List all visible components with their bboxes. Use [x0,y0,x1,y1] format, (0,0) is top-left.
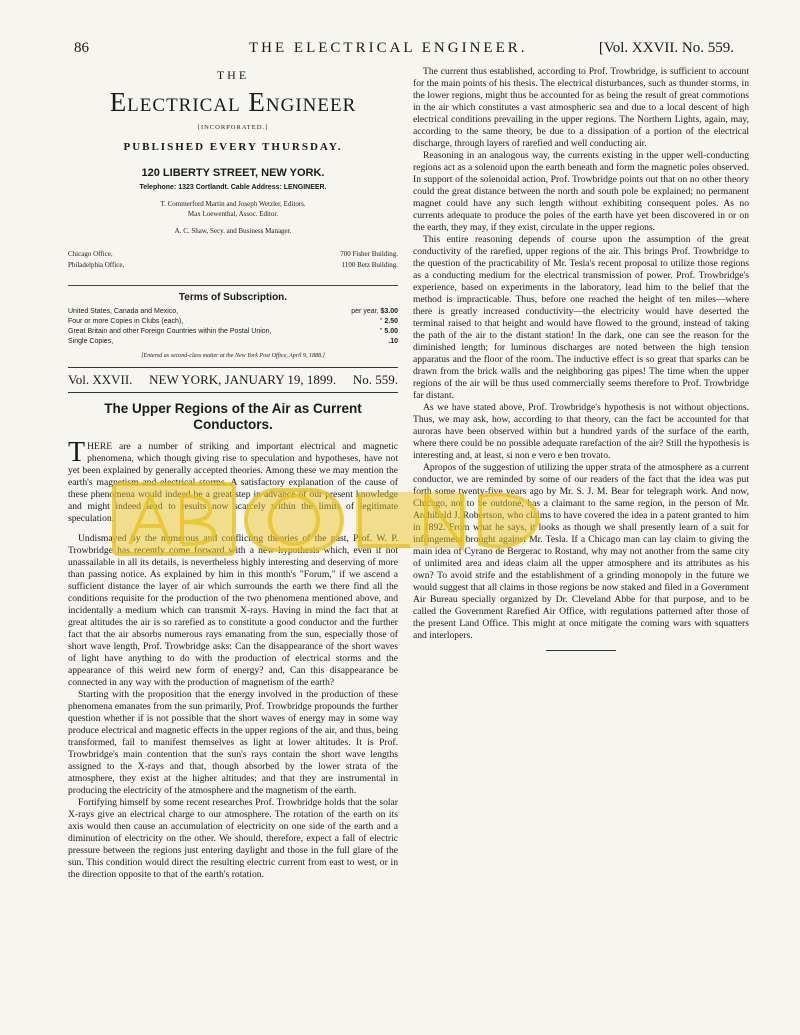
term-unit: per year, [351,308,379,315]
article-paragraph-7: This entire reasoning depends of course upon the assumption of the great conductivity of the rarefied, upper regions of the air. This brings Prof. Trowbridge to the question of the practicability of Mr. Tesla's recent proposal to utilize those regions as a conducting medium for the electrical transmission of power. Prof. Trowbridge's experience, based on experiments in the laboratory, lead him to the belief that the method is impracticable. Thus, before one reached the height of ten miles—where there is greatly increased conductivity—the electricity would have deserted the terminal raised to that height and would have flowed to the ground, instead of taking the path of the air to the distant station! In the dark, one can see the reason for the diminished length; for luminous discharges are noted between the high tension apparatus and the floor of the room. The inductive effect is so great that sparks can be drawn from the brick walls and the neighboring gas pipes! The time when the upper regions of the air will be thus used commercially seems therefore to Prof. Trowbridge far distant. [413,234,749,401]
term-label: Single Copies, [68,338,114,345]
masthead-business-manager: A. C. Shaw, Secy. and Business Manager. [174,227,292,235]
masthead-the: THE [216,68,250,82]
article-paragraph-8: As we have stated above, Prof. Trowbridge's hypothesis is not without objections. Thus, we may ask, how, according to that theory, can the fact be accounted for that auroras have been observed within but a hundred yards of the surface of the earth, where there could be no possible adequate rarefaction of the air? Still the hypothesis is interesting and, at least, si non e vero e ben trovato. [413,402,749,461]
office-name: Philadelphia Office, [68,261,125,269]
term-row [68,327,398,337]
article-end-rule [546,650,616,651]
office-address: 700 Fisher Building. [340,250,398,258]
page-number: 86 [74,40,89,56]
article-paragraph-1 [68,437,398,525]
terms-list [68,307,398,347]
masthead-published: PUBLISHED EVERY THURSDAY. [123,141,343,153]
article-paragraph-5: The current thus established, according to Prof. Trowbridge, is sufficient to account for the main points of his thesis. The electrical disturbances, such as thunder storms, in the lower regions, might thus be accounted for as being the result of great commotions in the air which constitutes a vast atmospheric sea and due to a local descent of high electrical conditions prevailing in the upper regions. The Northern Lights, again, may, according to the same theory, be due to a dissipation of a portion of the electrical discharge, through layers of rarefied and well conducting air. [413,66,749,149]
right-column [413,66,749,651]
left-column [68,64,398,881]
term-unit: " [379,318,383,325]
article-paragraph-3: Starting with the proposition that the energy involved in the production of these phenomena emanates from the sun primarily, Prof. Trowbridge propounds the further question whether if is not possible that the short waves of energy may in some way produce electrical and magnetic effects in the upper regions of the air, and thus, being transformed, fail to manifest themselves as light at lower altitudes. It is Prof. Trowbridge's main contention that the sun's rays contain the short wave lengths assigned to the X-rays and that, though absorbed by the lower strata of the atmosphere, they exist at the higher altitudes; and that they are instrumental in producing the electricity of the atmosphere and the magnetism of the earth. [68,689,398,796]
running-title: THE ELECTRICAL ENGINEER. [249,40,528,56]
dateline-number: No. 559. [352,372,398,387]
editors-line-1: T. Commerford Martin and Joseph Wetzler, Editors. [160,200,306,208]
term-unit: " [379,328,383,335]
entered-notice: [Entered as second-class matter at the New York Post Office, April 9, 1888.] [141,353,325,359]
term-value: 2.50 [384,318,398,325]
masthead-editors [68,199,398,219]
running-head [74,38,734,60]
terms-title: Terms of Subscription. [68,285,398,303]
paragraph-text: HERE are a number of striking and important electrical and magnetic phenomena, which though giving rise to speculation and hypotheses, have not yet been explained by generally accepted theories. Among these we may mention the earth's magnetism and electrical storms. A satisfactory explanation of the cause of these phenomena would indeed be a great step in advance of our present knowledge and might indeed lead to results now scarcely within the limits of legitimate speculation. [68,441,398,524]
masthead-incorporated: [INCORPORATED.] [197,124,269,131]
dateline-date: NEW YORK, JANUARY 19, 1899. [149,372,337,387]
term-label: Great Britain and other Foreign Countries within the Postal Union, [68,328,272,335]
office-row [68,249,398,260]
running-volume: [Vol. XXVII. No. 559. [598,40,734,56]
term-value: 5.00 [384,328,398,335]
article-title: The Upper Regions of the Air as Current Conductors. [104,401,362,432]
term-label: United States, Canada and Mexico, [68,308,179,315]
term-value: $3.00 [380,308,398,315]
drop-cap: T [68,437,86,468]
term-row [68,317,398,327]
editors-line-2: Max Loewenthal, Assoc. Editor. [187,210,279,218]
dateline [68,367,398,393]
masthead-telephone: Telephone: 1323 Cortlandt. Cable Address: LENGINEER. [139,184,327,191]
dateline-volume: Vol. XXVII. [68,372,133,387]
office-name: Chicago Office, [68,250,113,258]
term-label: Four or more Copies in Clubs (each), [68,318,184,325]
offices-list [68,249,398,271]
article-paragraph-6: Reasoning in an analogous way, the currents existing in the upper well-conducting regions act as a solenoid upon the earth beneath and form the magnetic poles observed. In support of the solenoidal action, Prof. Trowbridge points out that on no other theory could the great distance between the north and south pole be explained; no permanent magnet could have any such length without exhibiting consequent poles. As no currents adequate to produce the poles of the earth have yet been discovered in or on the earth, they may, if they exist, circulate in the upper regions. [413,150,749,233]
office-row [68,260,398,271]
term-row [68,337,398,347]
office-address: 1100 Betz Building. [341,261,398,269]
article-paragraph-2: Undismayed by the numerous and conflicting theories of the past, Prof. W. P. Trowbridge has recently come forward with a new hypothesis which, even if not unassailable in all its details, is nevertheless highly interesting and deserving of more than passing notice. As explained by him in this month's "Forum," if we ascend a sufficient distance the layer of air which surrounds the earth we there find all the conditions requisite for the production of the two phenomena mentioned above, and incidentally a medium which can transmit X-rays. Having in mind the fact that at great altitudes the air is so rarefied as to constitute a good conductor and the further fact that the air absorbs numerous rays emanating from the sun, especially those of short wave length, Prof. Trowbridge asks: Can the disappearance of the short waves of light have anything to do with the production of electrical storms and the appearance of this weird new form of energy? and, Can this disappearance be connected in any way with the production of magnetism of the earth? [68,533,398,688]
term-value: .10 [388,338,398,345]
article-paragraph-9: Apropos of the suggestion of utilizing the upper strata of the atmosphere as a current conductor, we are reminded by some of our readers of the fact that the idea was put forth some twenty-five years ago by Mr. S. J. M. Bear for telegraph work. And now, Chicago, not to be outdone, has a claimant to the same region, in the person of Mr. Archibald J. Robertson, who claims to have covered the idea in a patent granted to him in 1892. From what he says, it looks as though we shall presently learn of a suit for infringement brought against Mr. Tesla. If a Chicago man can lay claim to giving the main idea of Cyrano de Bergerac to Rostand, why may not another from the same city of unlimited area and ideas claim all the upper atmosphere and its attributes as his own? To avoid strife and the establishment of a grinding monopoly in the future we would suggest that all claims in those regions be now staked and filed in a Government Air Bureau specially organized by Dr. Cleveland Abbe for that purpose, and to be called the Government Rarefied Air Office, with regulations patterned after those of the present Land Office. This might at once mitigate the coming wars with squatters and interlopers. [413,462,749,641]
masthead-address: 120 LIBERTY STREET, NEW YORK. [141,167,325,179]
term-row [68,307,398,317]
article-paragraph-4: Fortifying himself by some recent researches Prof. Trowbridge holds that the solar X-rays give an electrical charge to our atmosphere. The rotation of the earth on its axis would then cause an accumulation of electricity on one side of the earth and a diminution of electricity on the other. We should, therefore, expect a fall of electric pressure between the regions just entering daylight and those in the full glare of the sun. This condition would direct the resulting electric current from east to west, or in the direction opposite to that of the earth's rotation. [68,797,398,880]
masthead-title: Electrical Engineer [109,87,357,117]
